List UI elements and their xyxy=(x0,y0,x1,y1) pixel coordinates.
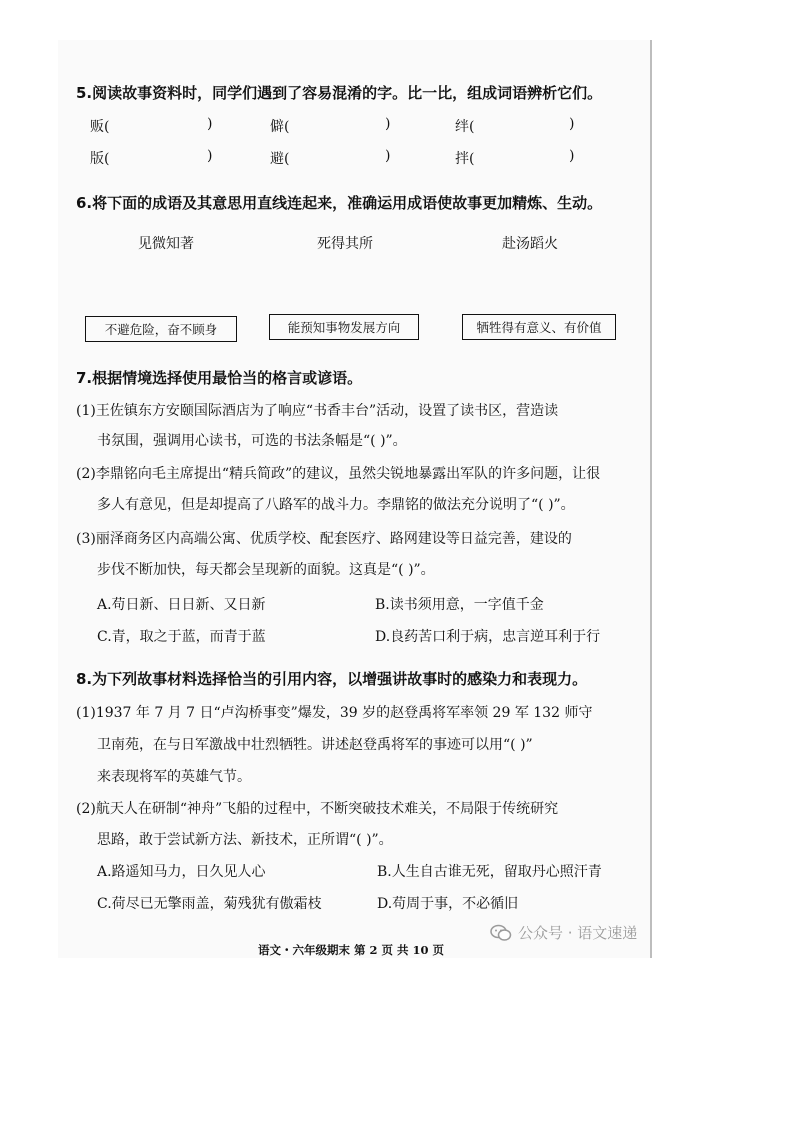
page-edge-line xyxy=(650,40,652,958)
q5-row2-close1: ) xyxy=(207,148,213,164)
q8-p2-line2: 思路，敢于尝试新方法、新技术，正所谓“( )”。 xyxy=(97,832,393,848)
q5-row1-close3: ) xyxy=(569,116,575,132)
q8-option-b: B.人生自古谁无死，留取丹心照汗青 xyxy=(377,864,602,880)
q8-p1-line3: 来表现将军的英雄气节。 xyxy=(97,769,251,785)
q8-option-d: D.苟周于事，不必循旧 xyxy=(377,896,519,912)
q5-row2-char3: 拌( xyxy=(455,151,475,167)
watermark xyxy=(490,922,637,943)
q7-option-a: A.苟日新、日日新、又日新 xyxy=(97,597,266,613)
q5-row1-close1: ) xyxy=(207,116,213,132)
q7-p2-line1: (2)李鼎铭向毛主席提出“精兵简政”的建议，虽然尖锐地暴露出军队的许多问题，让很 xyxy=(76,466,601,482)
q7-option-c: C.青，取之于蓝，而青于蓝 xyxy=(97,629,266,645)
q5-row2-char2: 避( xyxy=(270,151,290,167)
watermark-text: 公众号 · 语文速递 xyxy=(518,924,638,942)
q7-option-d: D.良药苦口利于病，忠言逆耳利于行 xyxy=(375,629,601,645)
wechat-icon xyxy=(490,924,512,942)
q6-idiom-2: 死得其所 xyxy=(317,236,373,252)
q5-row2-char1: 版( xyxy=(90,151,110,167)
q8-option-a: A.路遥知马力，日久见人心 xyxy=(97,864,266,880)
q8-p2-line1: (2)航天人在研制“神舟”飞船的过程中，不断突破技术难关，不局限于传统研究 xyxy=(76,801,559,817)
q5-row1-char3: 绊( xyxy=(455,119,475,135)
q8-option-c: C.荷尽已无擎雨盖，菊残犹有傲霜枝 xyxy=(97,896,322,912)
q6-meaning-box-3: 牺牲得有意义、有价值 xyxy=(462,314,616,340)
q7-p1-line1: (1)王佐镇东方安颐国际酒店为了响应“书香丰台”活动，设置了读书区，营造读 xyxy=(76,403,559,419)
q7-p2-line2: 多人有意见，但是却提高了八路军的战斗力。李鼎铭的做法充分说明了“( )”。 xyxy=(97,497,575,513)
q8-stem: 8.为下列故事材料选择恰当的引用内容，以增强讲故事时的感染力和表现力。 xyxy=(76,670,588,688)
q6-meaning-box-1: 不避危险，奋不顾身 xyxy=(85,316,237,342)
q5-row2-close3: ) xyxy=(569,148,575,164)
q6-meaning-box-2: 能预知事物发展方向 xyxy=(269,314,419,340)
q6-stem: 6.将下面的成语及其意思用直线连起来，准确运用成语使故事更加精炼、生动。 xyxy=(76,194,603,212)
q8-p1-line1: (1)1937 年 7 月 7 日“卢沟桥事变”爆发，39 岁的赵登禹将军率领 29 军 132 师守 xyxy=(76,705,593,721)
q7-p1-line2: 书氛围，强调用心读书，可选的书法条幅是“( )”。 xyxy=(97,433,407,449)
q8-p1-line2: 卫南苑，在与日军激战中壮烈牺牲。讲述赵登禹将军的事迹可以用“( )” xyxy=(97,737,533,753)
q5-row1-char1: 贩( xyxy=(90,119,110,135)
q7-p3-line1: (3)丽泽商务区内高端公寓、优质学校、配套医疗、路网建设等日益完善，建设的 xyxy=(76,531,572,547)
q5-row2-close2: ) xyxy=(385,148,391,164)
page-footer: 语文・六年级期末 第 2 页 共 10 页 xyxy=(258,943,445,957)
q5-row1-close2: ) xyxy=(385,116,391,132)
q7-stem: 7.根据情境选择使用最恰当的格言或谚语。 xyxy=(76,369,363,387)
q6-idiom-1: 见微知著 xyxy=(138,236,194,252)
q6-idiom-3: 赴汤蹈火 xyxy=(502,236,558,252)
q5-row1-char2: 僻( xyxy=(270,119,290,135)
q7-option-b: B.读书须用意，一字值千金 xyxy=(375,597,544,613)
q7-p3-line2: 步伐不断加快，每天都会呈现新的面貌。这真是“( )”。 xyxy=(97,562,435,578)
q5-stem: 5.阅读故事资料时，同学们遇到了容易混淆的字。比一比，组成词语辨析它们。 xyxy=(76,84,603,102)
